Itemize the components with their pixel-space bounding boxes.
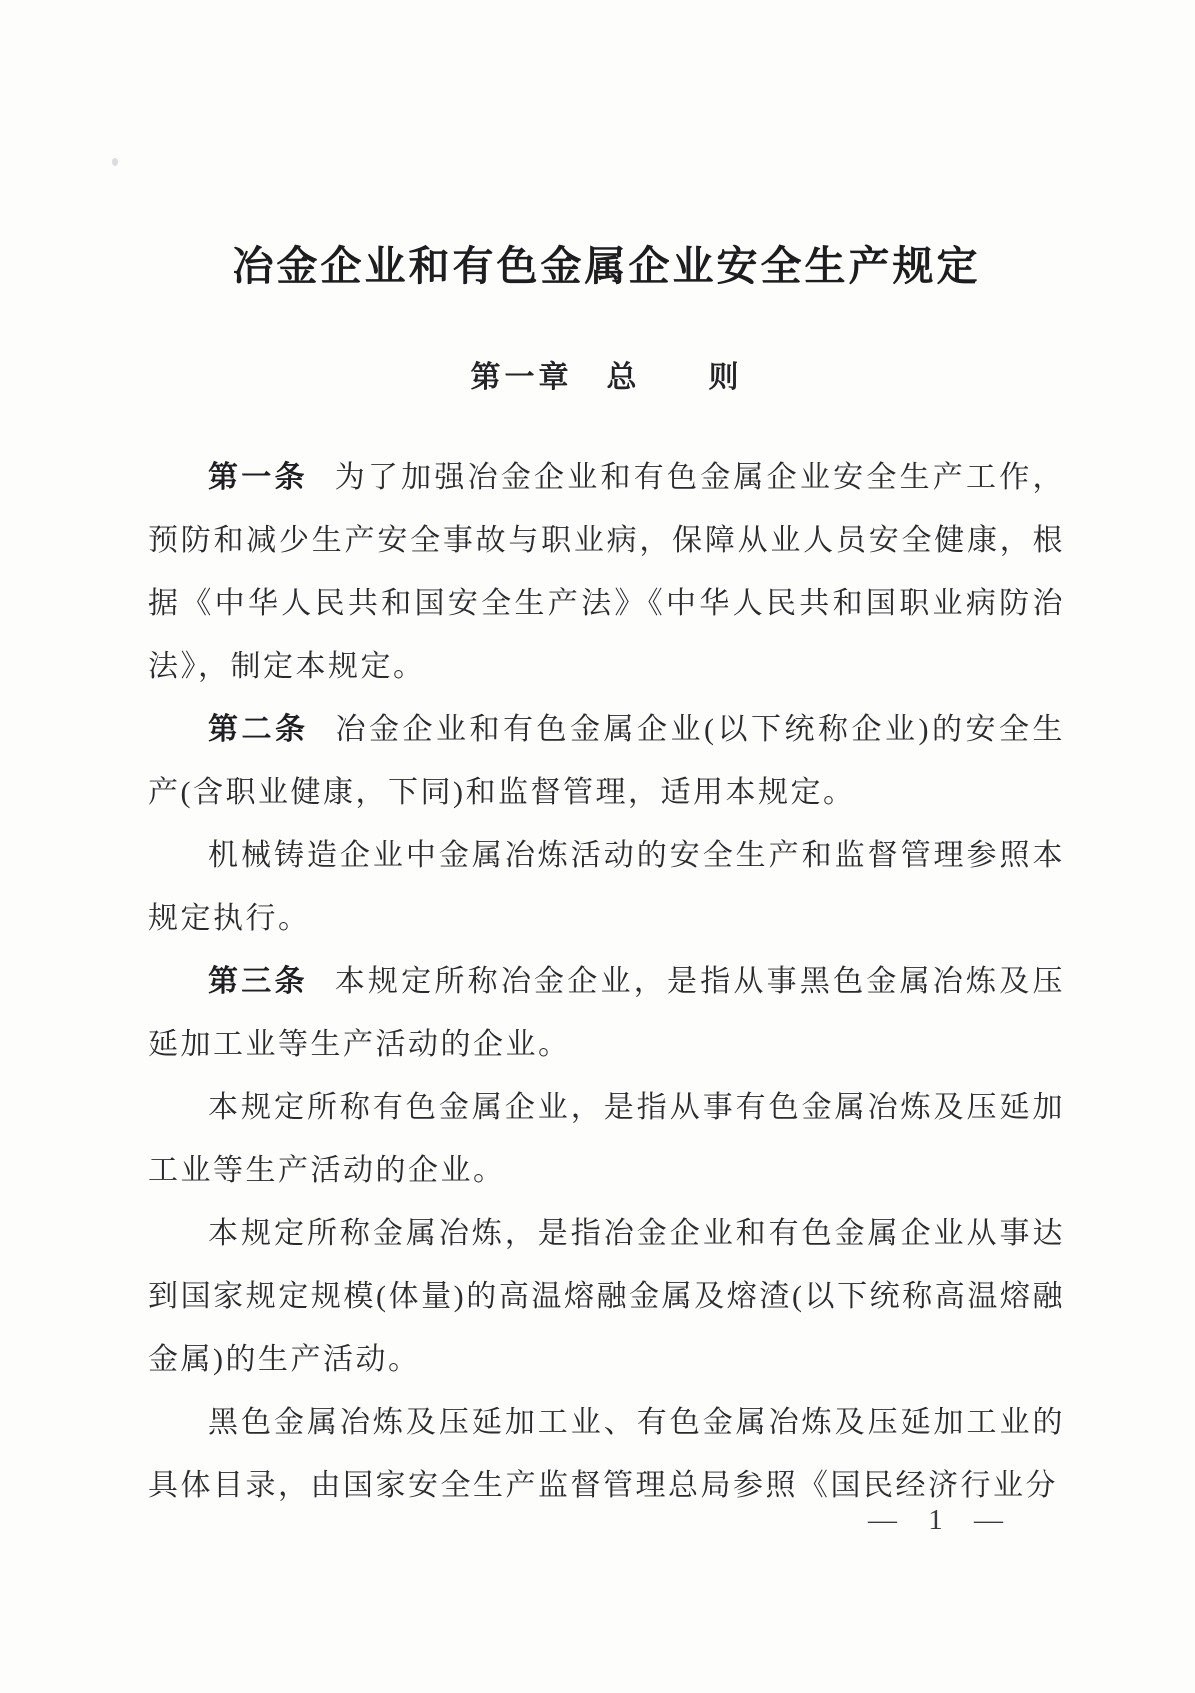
paragraph-article-3-continued-3: [148, 1391, 1065, 1517]
paragraph-text: 本规定所称金属冶炼，是指冶金企业和有色金属企业从事达到国家规定规模(体量)的高温熔融金属及熔渣(以下统称高温熔融金属)的生产活动。: [148, 1217, 1065, 1376]
paragraph-article-3-continued-1: [148, 1076, 1065, 1202]
paragraph-text: 为了加强冶金企业和有色金属企业安全生产工作，预防和减少生产安全事故与职业病，保障从业人员安全健康，根据《中华人民共和国安全生产法》《中华人民共和国职业病防治法》，制定本规定。: [148, 461, 1065, 683]
document-body: [148, 446, 1065, 1517]
paragraph-article-1: [148, 446, 1065, 698]
article-number: 第二条: [208, 713, 309, 746]
paragraph-article-3: [148, 950, 1065, 1076]
chapter-heading: 第一章 总 则: [470, 361, 743, 394]
paragraph-article-2: [148, 698, 1065, 824]
page-number: — 1 —: [868, 1504, 1015, 1536]
paragraph-article-2-continued: [148, 824, 1065, 950]
scan-speck: [112, 158, 118, 166]
document-title: 冶金企业和有色金属企业安全生产规定: [232, 243, 981, 289]
paragraph-text: 黑色金属冶炼及压延加工业、有色金属冶炼及压延加工业的具体目录，由国家安全生产监督管理总局参照《国民经济行业分: [148, 1406, 1065, 1502]
paragraph-article-3-continued-2: [148, 1202, 1065, 1391]
paragraph-text: 本规定所称有色金属企业，是指从事有色金属冶炼及压延加工业等生产活动的企业。: [148, 1091, 1065, 1187]
article-number: 第三条: [208, 965, 308, 998]
article-number: 第一条: [208, 461, 308, 494]
paragraph-text: 机械铸造企业中金属冶炼活动的安全生产和监督管理参照本规定执行。: [148, 839, 1065, 935]
paragraph-text: 冶金企业和有色金属企业(以下统称企业)的安全生产(含职业健康，下同)和监督管理，适用本规定。: [148, 713, 1066, 809]
paragraph-text: 本规定所称冶金企业，是指从事黑色金属冶炼及压延加工业等生产活动的企业。: [148, 965, 1065, 1061]
